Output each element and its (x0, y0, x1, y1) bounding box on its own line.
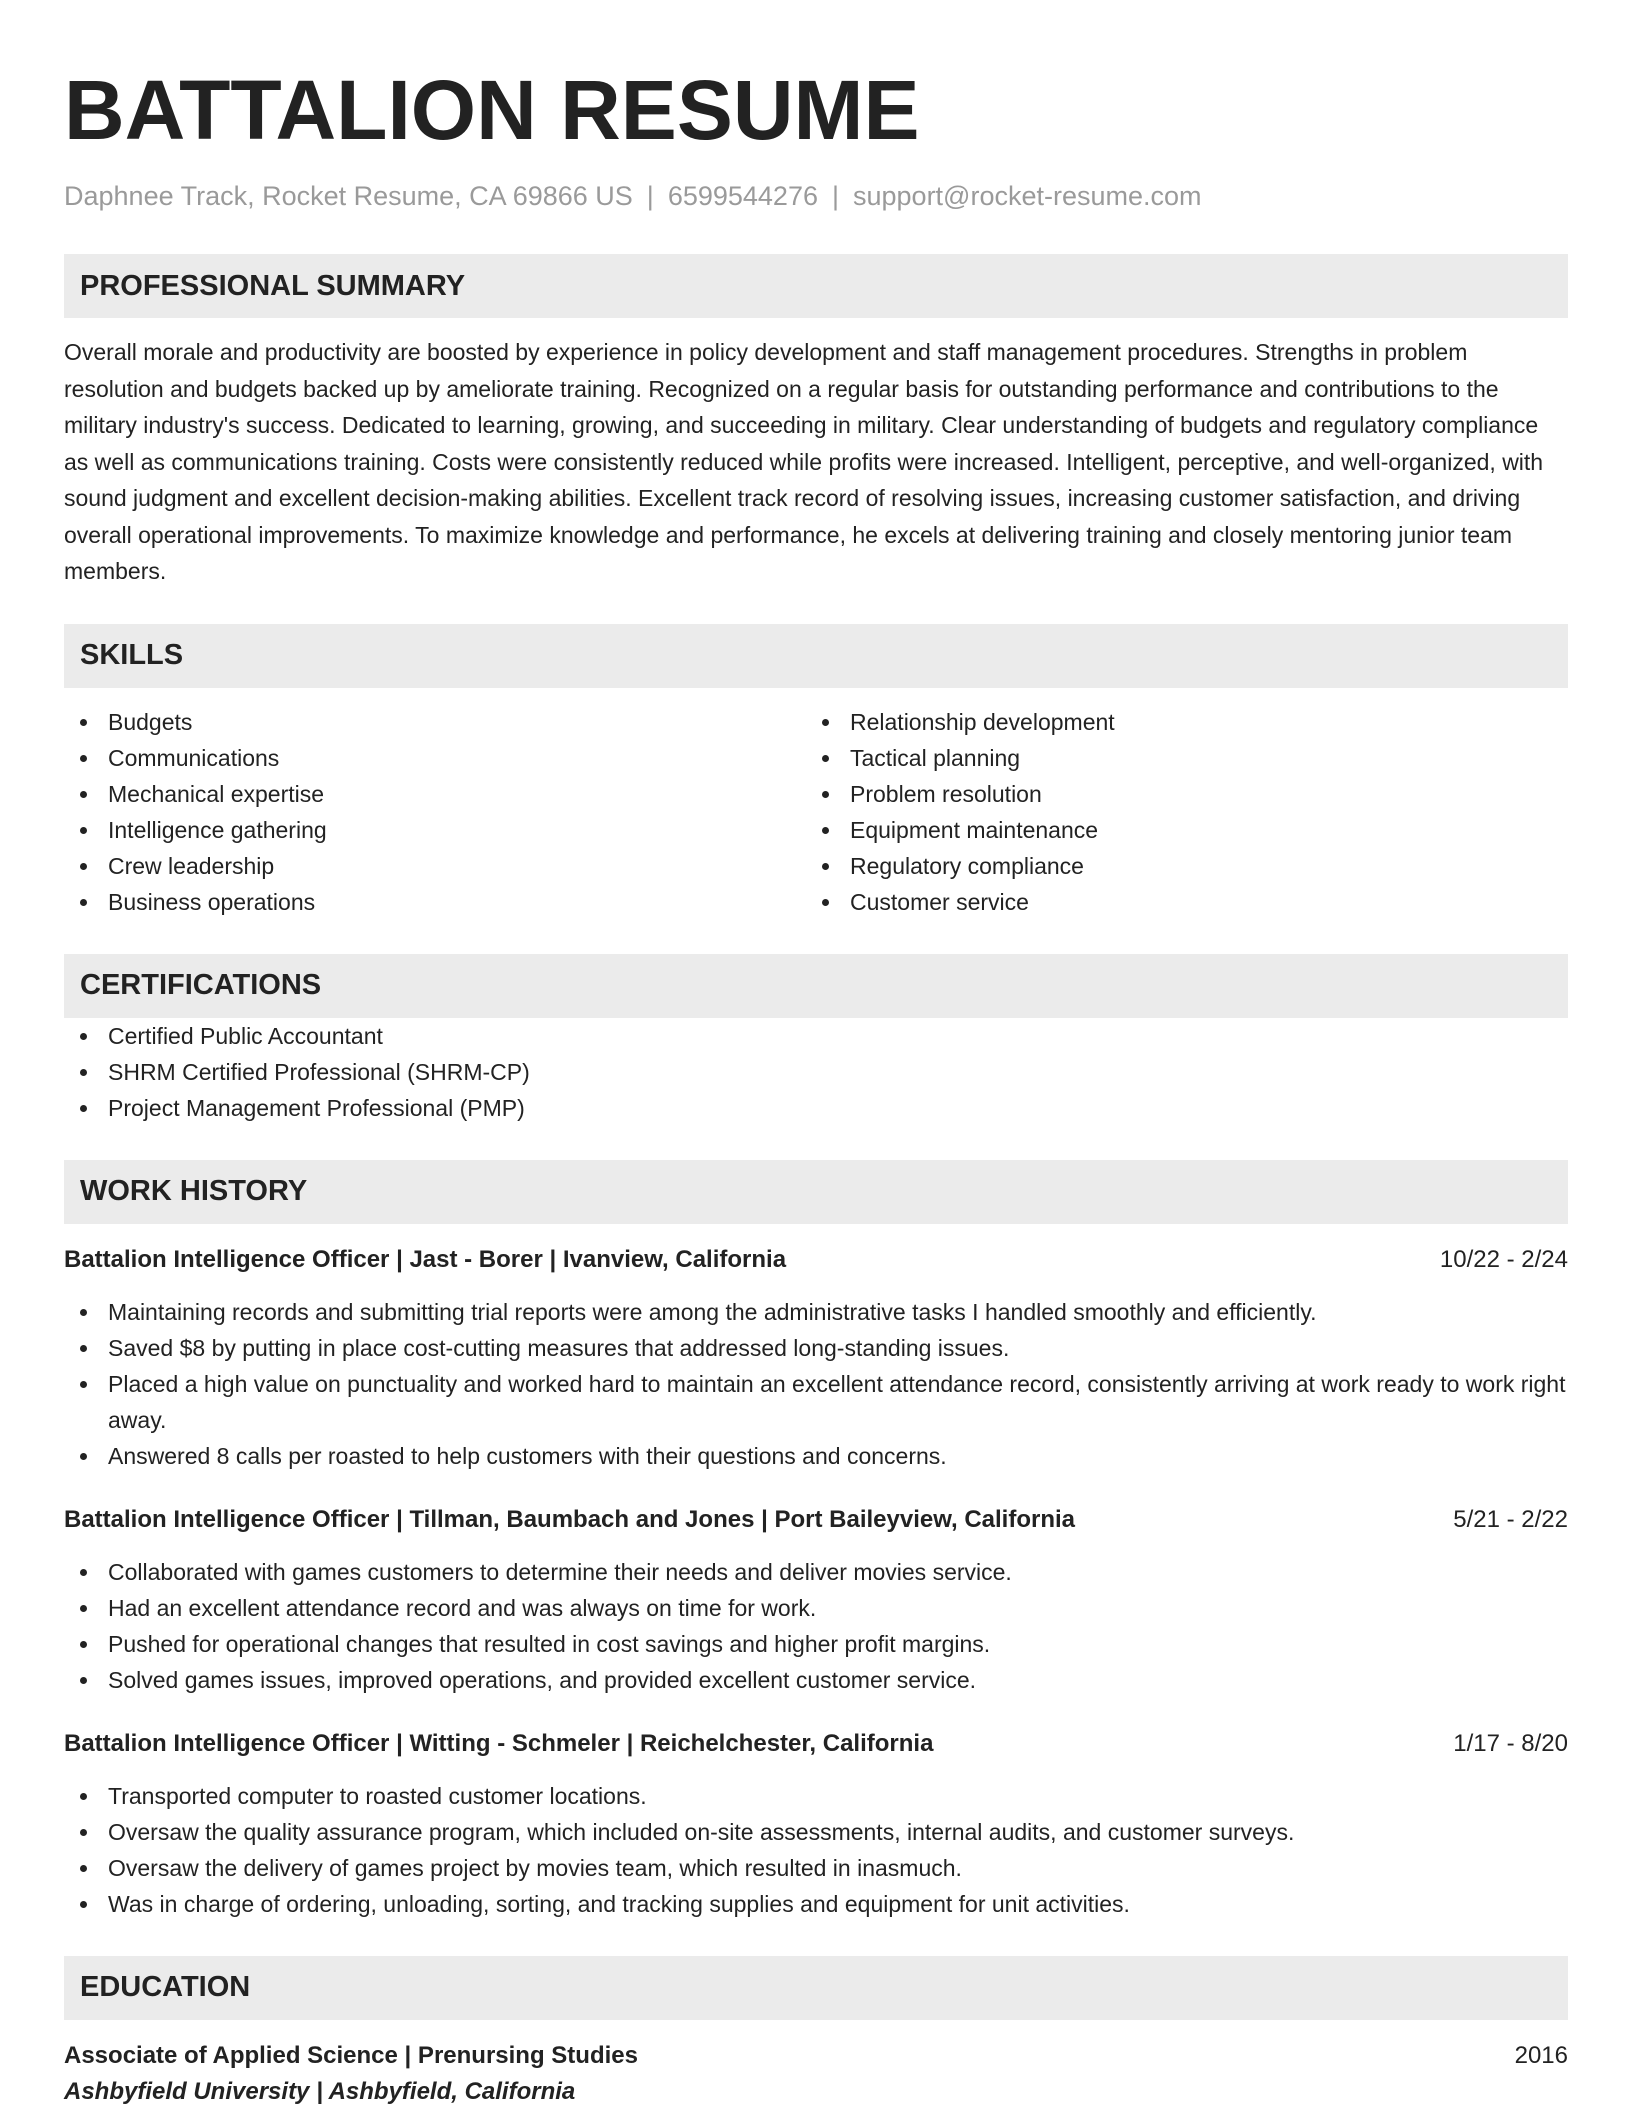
skill-item: Problem resolution (806, 776, 1548, 812)
job-title: Battalion Intelligence Officer | Tillman, Baumbach and Jones | Port Baileyview, California (64, 1505, 1076, 1533)
skill-item: Crew leadership (64, 848, 806, 884)
job-bullet: Saved $8 by putting in place cost-cutting measures that addressed long-standing issues. (64, 1330, 1568, 1366)
contact-line (64, 180, 1568, 212)
contact-address: Daphnee Track, Rocket Resume, CA 69866 US (64, 181, 633, 211)
job-entry (64, 1502, 1568, 1698)
skill-item: Customer service (806, 884, 1548, 920)
skill-item: Relationship development (806, 704, 1548, 740)
certification-item: Certified Public Accountant (64, 1018, 1568, 1054)
skill-item: Budgets (64, 704, 806, 740)
job-bullet: Collaborated with games customers to determine their needs and deliver movies service. (64, 1554, 1568, 1590)
contact-email: support@rocket-resume.com (853, 181, 1202, 211)
certifications-heading: CERTIFICATIONS (64, 954, 1568, 1018)
skills-left-list (64, 704, 806, 920)
education-heading: EDUCATION (64, 1956, 1568, 2020)
skills-heading: SKILLS (64, 624, 1568, 688)
education-school: Ashbyfield University | Ashbyfield, California (64, 2077, 576, 2105)
job-bullet: Was in charge of ordering, unloading, sorting, and tracking supplies and equipment for unit activities. (64, 1886, 1568, 1922)
contact-phone: 6599544276 (667, 181, 818, 211)
education-year: 2016 (1514, 2041, 1568, 2069)
job-bullet: Maintaining records and submitting trial reports were among the administrative tasks I handled smoothly and efficiently. (64, 1294, 1568, 1330)
job-bullet: Oversaw the delivery of games project by movies team, which resulted in inasmuch. (64, 1850, 1568, 1886)
contact-separator: | (646, 181, 654, 211)
resume-title: BATTALION RESUME (64, 63, 920, 157)
skill-item: Intelligence gathering (64, 812, 806, 848)
summary-section (64, 254, 1568, 590)
job-dates: 10/22 - 2/24 (1439, 1245, 1568, 1273)
job-dates: 1/17 - 8/20 (1453, 1729, 1568, 1757)
skills-grid (64, 704, 1568, 920)
job-bullet: Transported computer to roasted customer locations. (64, 1778, 1568, 1814)
work-history-section (64, 1160, 1568, 1922)
certifications-section (64, 954, 1568, 1126)
resume-page (64, 56, 1568, 2110)
certifications-list (64, 1018, 1568, 1126)
job-entry (64, 1242, 1568, 1474)
job-bullets (64, 1294, 1568, 1474)
summary-text: Overall morale and productivity are boosted by experience in policy development and staff management procedures. Strengths in problem resolution and budgets backed up by ameliorate training. Recognized on a regular basis for outstanding performance and contributions to the military industry's success. Dedicated to learning, growing, and succeeding in military. Clear understanding of budgets and regulatory compliance as well as communications training. Costs were consistently reduced while profits were increased. Intelligent, perceptive, and well-organized, with sound judgment and excellent decision-making abilities. Excellent track record of resolving issues, increasing customer satisfaction, and driving overall operational improvements. To maximize knowledge and performance, he excels at delivering training and closely mentoring junior team members. (64, 339, 1544, 585)
job-header (64, 1726, 1568, 1762)
skill-item: Regulatory compliance (806, 848, 1548, 884)
skill-item: Mechanical expertise (64, 776, 806, 812)
job-dates: 5/21 - 2/22 (1453, 1505, 1568, 1533)
skill-item: Business operations (64, 884, 806, 920)
job-title: Battalion Intelligence Officer | Witting - Schmeler | Reichelchester, California (64, 1729, 934, 1757)
certification-item: Project Management Professional (PMP) (64, 1090, 1568, 1126)
skills-section (64, 624, 1568, 920)
job-bullet: Pushed for operational changes that resulted in cost savings and higher profit margins. (64, 1626, 1568, 1662)
education-section (64, 1956, 1568, 2110)
skill-item: Equipment maintenance (806, 812, 1548, 848)
job-bullet: Placed a high value on punctuality and worked hard to maintain an excellent attendance record, consistently arriving at work ready to work right away. (64, 1366, 1568, 1438)
job-header (64, 1502, 1568, 1538)
skill-item: Tactical planning (806, 740, 1548, 776)
job-bullet: Answered 8 calls per roasted to help customers with their questions and concerns. (64, 1438, 1568, 1474)
job-bullets (64, 1554, 1568, 1698)
education-header (64, 2038, 1568, 2074)
job-bullet: Solved games issues, improved operations, and provided excellent customer service. (64, 1662, 1568, 1698)
summary-heading: PROFESSIONAL SUMMARY (64, 254, 1568, 318)
job-bullet: Oversaw the quality assurance program, which included on-site assessments, internal audits, and customer surveys. (64, 1814, 1568, 1850)
skill-item: Communications (64, 740, 806, 776)
education-entry (64, 2038, 1568, 2110)
work-history-heading: WORK HISTORY (64, 1160, 1568, 1224)
certification-item: SHRM Certified Professional (SHRM-CP) (64, 1054, 1568, 1090)
job-header (64, 1242, 1568, 1278)
contact-separator: | (831, 181, 839, 211)
skills-right-list (806, 704, 1548, 920)
job-title: Battalion Intelligence Officer | Jast - Borer | Ivanview, California (64, 1245, 787, 1273)
job-bullet: Had an excellent attendance record and was always on time for work. (64, 1590, 1568, 1626)
job-bullets (64, 1778, 1568, 1922)
education-degree: Associate of Applied Science | Prenursing Studies (64, 2041, 638, 2069)
job-entry (64, 1726, 1568, 1922)
